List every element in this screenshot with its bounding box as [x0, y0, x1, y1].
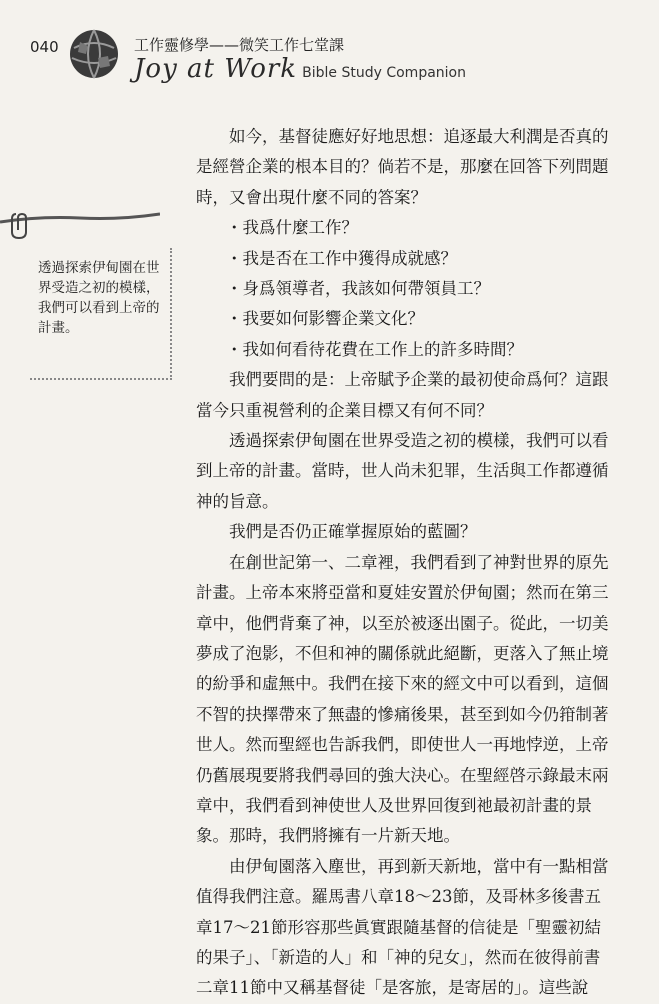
paragraph-intro: 如今，基督徒應好好地思想：追逐最大利潤是否真的是經營企業的根本目的？倘若不是，那麼在回答下列問題時，又會出現什麼不同的答案？ [196, 127, 609, 207]
paragraph: 在創世記第一、二章裡，我們看到了神對世界的原先計畫。上帝本來將亞當和夏娃安置於伊甸園；然而在第三章中，他們背棄了神，以至於被逐出園子。從此，一切美夢成了泡影，不但和神的關係就此絕斷，更落入了無止境的紛爭和虛無中。我們在接下來的經文中可以看到，這個不智的抉擇帶來了無盡的慘痛後果，甚至到如今仍箝制著世人。然而聖經也告訴我們，即使世人一再地悖逆，上帝仍舊展現要將我們尋回的強大決心。在聖經啓示錄最末兩章中，我們看到神使世人及世界回復到祂最初計畫的景象。那時，我們將擁有一片新天地。 [196, 552, 609, 846]
book-title [134, 54, 466, 84]
paragraph: 我們是否仍正確掌握原始的藍圖？ [229, 522, 477, 542]
list-item: ・ 身爲領導者，我該如何帶領員工？ [226, 274, 616, 304]
list-item: ・ 我爲什麼工作？ [226, 213, 616, 243]
paperclip-icon [10, 210, 36, 240]
series-title: 工作靈修學——微笑工作七堂課 [134, 36, 345, 54]
book-title-script: Joy at Work [134, 54, 298, 84]
book-title-plain: Bible Study Companion [302, 65, 466, 81]
list-item: ・ 我如何看待花費在工作上的許多時間？ [226, 335, 616, 365]
globe-icon [68, 28, 120, 80]
list-item: ・ 我要如何影響企業文化？ [226, 304, 616, 334]
body-text [196, 122, 616, 1004]
paragraph: 透過探索伊甸園在世界受造之初的模樣，我們可以看到上帝的計畫。當時，世人尚未犯罪，生活與工作都遵循神的旨意。 [196, 431, 609, 511]
question-list [196, 213, 616, 365]
page-number: 040 [30, 38, 59, 56]
list-item: ・ 我是否在工作中獲得成就感？ [226, 244, 616, 274]
paragraph: 由伊甸園落入塵世，再到新天新地，當中有一點相當值得我們注意。羅馬書八章18～23節，及哥林多後書五章17～21節形容那些眞實跟隨基督的信徒是「聖靈初結的果子」、「新造的人」和「神的兒女」，然而在彼得前書二章11節中又稱基督徒「是客旅，是寄居的」。這些說 [196, 856, 609, 998]
page-header [30, 28, 550, 83]
sidebar-note-text: 透過探索伊甸園在世界受造之初的模樣，我們可以看到上帝的計畫。 [38, 260, 160, 336]
paragraph: 我們要問的是：上帝賦予企業的最初使命爲何？這跟當今只重視營利的企業目標又有何不同？ [196, 370, 609, 420]
